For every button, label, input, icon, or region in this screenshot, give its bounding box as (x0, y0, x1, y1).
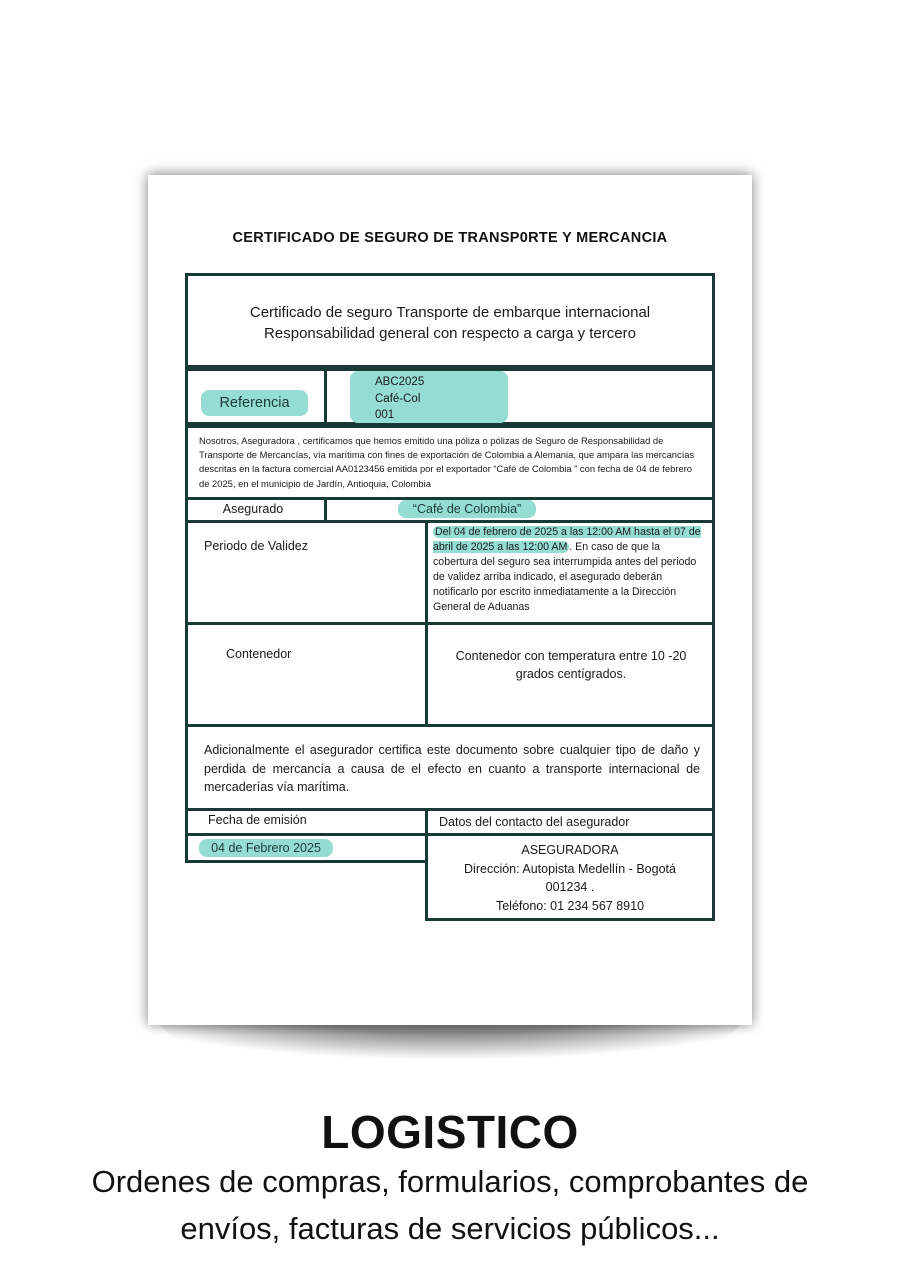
column-divider (425, 523, 428, 622)
container-value-line-2: grados centígrados. (515, 667, 627, 681)
validity-rest: . En caso de que la cobertura del seguro sea interrumpida antes del periodo de validez arriba indicado, el asegurado deberán notificarlo por escrito inmediatamente a la Dirección General de Aduanas (433, 541, 697, 613)
contact-address-1: Dirección: Autopista Medellín - Bogotá (464, 861, 676, 876)
reference-line-2: Café-Col (375, 392, 421, 405)
header-line-1: Certificado de seguro Transporte de embarque internacional (249, 304, 651, 321)
issue-date-value: 04 de Febrero 2025 (199, 839, 333, 857)
container-value (430, 647, 712, 683)
validity-text (433, 525, 705, 615)
contact-address-2: 001234 . (545, 880, 595, 894)
validity-label: Periodo de Validez (204, 539, 309, 553)
contact-phone: Teléfono: 01 234 567 8910 (495, 898, 645, 913)
footer-subtitle (30, 1158, 870, 1252)
additional-box (185, 724, 715, 811)
validity-highlight: Del 04 de febrero de 2025 a las 12:00 AM hasta el 07 de abril de 2025 a las 12:00 AM (433, 526, 701, 553)
reference-line-3: 001 (375, 409, 395, 421)
issue-date-label: Fecha de emisión (208, 813, 307, 827)
column-divider (324, 500, 327, 520)
footer-title: LOGISTICO (321, 1106, 579, 1158)
contact-details (428, 841, 712, 915)
contact-box (425, 808, 715, 921)
statement-box (185, 425, 715, 500)
certificate-page (148, 175, 752, 1025)
header-text (188, 302, 712, 344)
reference-label: Referencia (201, 390, 308, 416)
additional-text: Adicionalmente el asegurador certifica este documento sobre cualquier tipo de daño y perdida de mercancía a causa de el efecto en cuanto a transporte internacional de mercaderías vía marítima. (204, 743, 700, 794)
contact-label: Datos del contacto del asegurador (439, 815, 630, 829)
insured-value: “Café de Colombia” (398, 500, 536, 518)
container-label: Contenedor (226, 647, 292, 661)
footer-subtitle-line-2: envíos, facturas de servicios públicos... (180, 1211, 720, 1246)
header-box (185, 273, 715, 368)
column-divider (425, 625, 428, 724)
certificate-title: CERTIFICADO DE SEGURO DE TRANSP0RTE Y MERCANCIA (232, 230, 668, 246)
contact-divider (425, 833, 715, 836)
statement-text: Nosotros, Aseguradora , certificamos que hemos emitido una póliza o pólizas de Seguro de Responsabilidad de Transporte de Mercancías, vía marítima con fines de exportación de Colombia a Alemania, que ampara las mercancías descritas en la factura comercial AA0123456 emitida por el exportador “Café de Colombia ” con fecha de 04 de febrero de 2025, en el municipio de Jardín, Antioquia, Colombia (199, 435, 695, 489)
contact-name: ASEGURADORA (521, 843, 619, 857)
insured-label: Asegurado (222, 502, 284, 516)
issue-date-divider (185, 833, 428, 836)
reference-code (350, 371, 508, 423)
reference-row (185, 368, 715, 425)
header-line-2: Responsabilidad general con respecto a carga y tercero (264, 325, 636, 342)
footer-subtitle-line-1: Ordenes de compras, formularios, comprobantes de (91, 1164, 809, 1199)
container-row (185, 622, 715, 727)
column-divider (324, 371, 327, 422)
container-value-line-1: Contenedor con temperatura entre 10 -20 (455, 649, 687, 663)
reference-line-1: ABC2025 (375, 376, 425, 388)
validity-row (185, 520, 715, 625)
